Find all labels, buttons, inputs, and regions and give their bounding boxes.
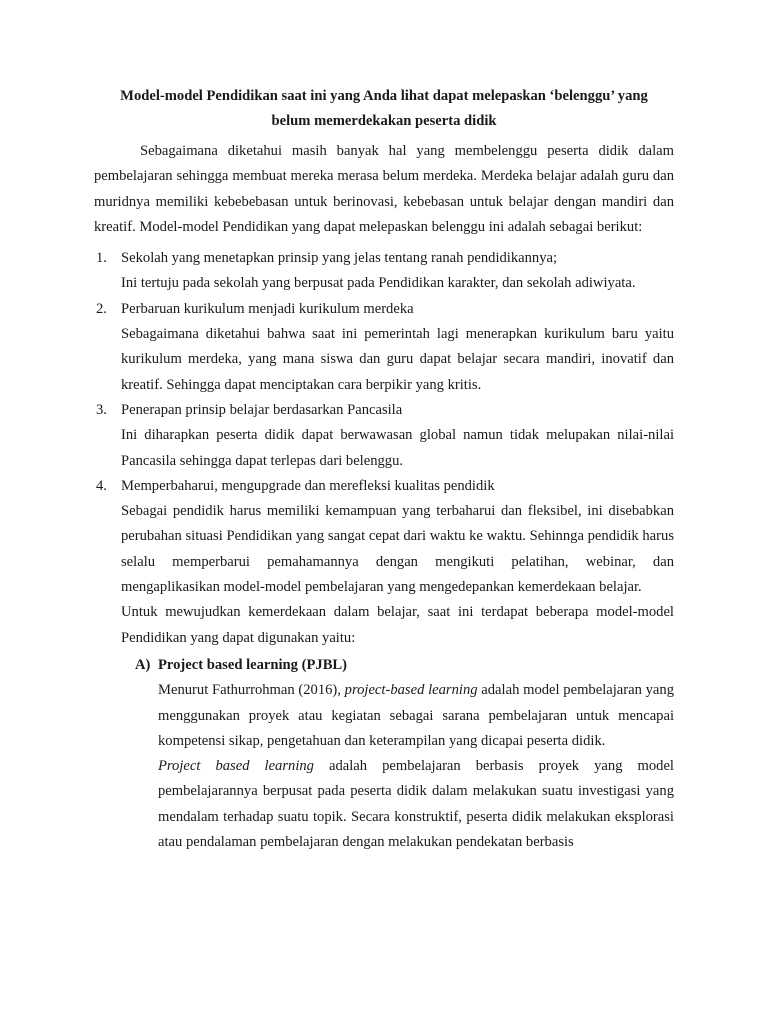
list-item [94, 398, 674, 474]
list-item-description: Ini tertuju pada sekolah yang berpusat pada Pendidikan karakter, dan sekolah adiwiyata. [121, 275, 636, 292]
list-number: 2. [96, 300, 107, 317]
list-item-description: Sebagaimana diketahui bahwa saat ini pemerintah lagi menerapkan kurikulum baru yaitu kurikulum merdeka, yang mana siswa dan guru dapat belajar secara mandiri, inovatif dan kreatif. Sehingga dapat menciptakan cara berpikir yang kritis. [121, 326, 674, 393]
p2-italic-term: Project based learning [158, 758, 314, 775]
list-number: 4. [96, 477, 107, 494]
numbered-list [94, 246, 674, 855]
list-item-description: Sebagai pendidik harus memiliki kemampuan yang terbaharui dan fleksibel, ini disebabkan perubahan situasi Pendidikan yang sangat cepat dari waktu ke waktu. Sehinnga pendidik harus selalu memperbarui pemahamannya dengan mengikuti pelatihan, webinar, dan mengaplikasikan model-model pembelajaran yang mengedepankan kemerdekaan belajar. [121, 503, 674, 596]
document-title [94, 84, 674, 134]
list-item-title: Sekolah yang menetapkan prinsip yang jelas tentang ranah pendidikannya; [121, 250, 558, 267]
subsection-pjbl [121, 653, 674, 855]
models-intro-text: Untuk mewujudkan kemerdekaan dalam belajar, saat ini terdapat beberapa model-model Pendidikan yang dapat digunakan yaitu: [121, 604, 674, 646]
title-line-1: Model-model Pendidikan saat ini yang Anda lihat dapat melepaskan ‘belenggu’ yang [120, 88, 648, 104]
list-item-title: Perbaruan kurikulum menjadi kurikulum merdeka [121, 300, 414, 317]
subsection-title: Project based learning (PJBL) [158, 656, 348, 673]
list-item-title: Memperbaharui, mengupgrade dan merefleksi kualitas pendidik [121, 477, 495, 494]
list-number: 3. [96, 401, 107, 418]
list-item-description: Ini diharapkan peserta didik dapat berwawasan global namun tidak melupakan nilai-nilai Pancasila sehingga dapat terlepas dari belenggu. [121, 427, 674, 469]
pjbl-paragraph-2 [158, 754, 674, 855]
pjbl-paragraph-1 [158, 678, 674, 754]
p1-body-text: adalah model pembelajaran yang menggunakan proyek atau kegiatan sebagai sarana pembelajaran untuk mencapai kompetensi sikap, pengetahuan dan keterampilan yang dicapai peserta didik. [158, 682, 674, 749]
list-item-title: Penerapan prinsip belajar berdasarkan Pancasila [121, 401, 403, 418]
list-item [94, 474, 674, 855]
list-item [94, 246, 674, 297]
subsection-letter: A) [135, 656, 151, 673]
title-line-2: belum memerdekakan peserta didik [271, 113, 497, 129]
p1-italic-term: project-based learning [344, 682, 478, 699]
subsection-body [158, 678, 674, 855]
p1-lead-text: Menurut Fathurrohman (2016), [158, 682, 345, 699]
p2-body-text: adalah pembelajaran berbasis proyek yang model pembelajarannya berpusat pada peserta didik dalam melakukan suatu investigasi yang mendalam terhadap suatu topik. Secara konstruktif, peserta didik melakukan eksplorasi atau pendalaman pembelajaran dengan melakukan pendekatan berbasis [158, 758, 674, 851]
list-item [94, 297, 674, 398]
intro-paragraph: Sebagaimana diketahui masih banyak hal yang membelenggu peserta didik dalam pembelajaran sehingga membuat mereka merasa belum merdeka. Merdeka belajar adalah guru dan muridnya memiliki kebebebasan untuk berinovasi, kebebasan untuk belajar dengan mandiri dan kreatif. Model-model Pendidikan yang dapat melepaskan belenggu ini adalah sebagai berikut: [94, 143, 674, 235]
list-number: 1. [96, 250, 107, 267]
